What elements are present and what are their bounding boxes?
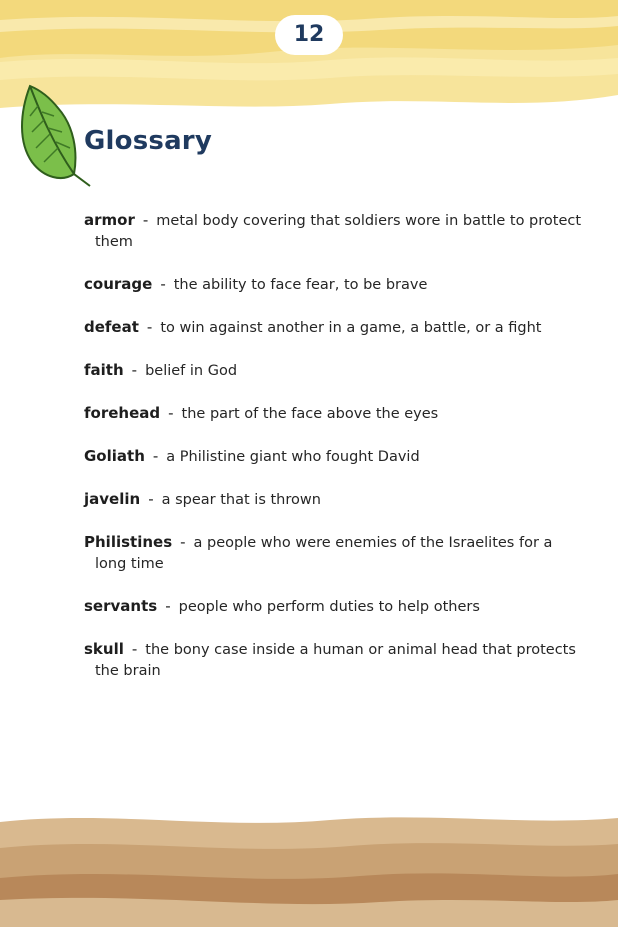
glossary-entry-skull — [84, 639, 584, 681]
glossary-definition: to win against another in a game, a battle, or a fight — [160, 320, 542, 336]
glossary-term: armor — [84, 211, 135, 229]
glossary-definition: people who perform duties to help others — [178, 599, 480, 615]
separator: - — [180, 533, 186, 551]
glossary-definition: belief in God — [145, 363, 238, 379]
glossary-definition: the ability to face fear, to be brave — [173, 277, 428, 293]
glossary-term: Goliath — [84, 447, 145, 465]
glossary-term: faith — [84, 361, 124, 379]
glossary-definition: a Philistine giant who fought David — [166, 449, 420, 465]
separator: - — [152, 447, 159, 465]
separator: - — [131, 640, 138, 658]
glossary-definition: a people who were enemies of the Israelites for a long time — [95, 535, 553, 572]
glossary-definition: the part of the face above the eyes — [181, 406, 439, 422]
glossary-entry-javelin — [84, 489, 584, 510]
glossary-definition: a spear that is thrown — [161, 492, 321, 508]
glossary-term: defeat — [84, 318, 139, 336]
glossary-entry-defeat — [84, 317, 584, 338]
page-number-badge — [275, 15, 343, 55]
glossary-term: forehead — [84, 404, 161, 422]
glossary-term: skull — [84, 640, 124, 658]
glossary-entry-faith — [84, 360, 584, 381]
page-number: 12 — [293, 22, 325, 47]
glossary-definition: metal body covering that soldiers wore in battle to protect them — [95, 213, 582, 250]
page-title: Glossary — [84, 126, 212, 156]
separator: - — [142, 211, 149, 229]
glossary-definition: the bony case inside a human or animal head that protects the brain — [95, 642, 576, 679]
glossary-list — [84, 210, 584, 703]
glossary-term: courage — [84, 275, 153, 293]
separator: - — [131, 361, 138, 379]
glossary-entry-servants — [84, 596, 584, 617]
glossary-entry-armor — [84, 210, 584, 252]
separator: - — [165, 597, 171, 615]
bottom-decorative-band — [0, 800, 618, 927]
glossary-entry-courage — [84, 274, 584, 295]
glossary-entry-philistines — [84, 532, 584, 574]
glossary-term: servants — [84, 597, 158, 615]
separator: - — [148, 490, 154, 508]
glossary-term: Philistines — [84, 533, 173, 551]
separator: - — [168, 404, 174, 422]
glossary-term: javelin — [84, 490, 141, 508]
separator: - — [160, 275, 166, 293]
glossary-entry-forehead — [84, 403, 584, 424]
glossary-entry-goliath — [84, 446, 584, 467]
separator: - — [146, 318, 153, 336]
